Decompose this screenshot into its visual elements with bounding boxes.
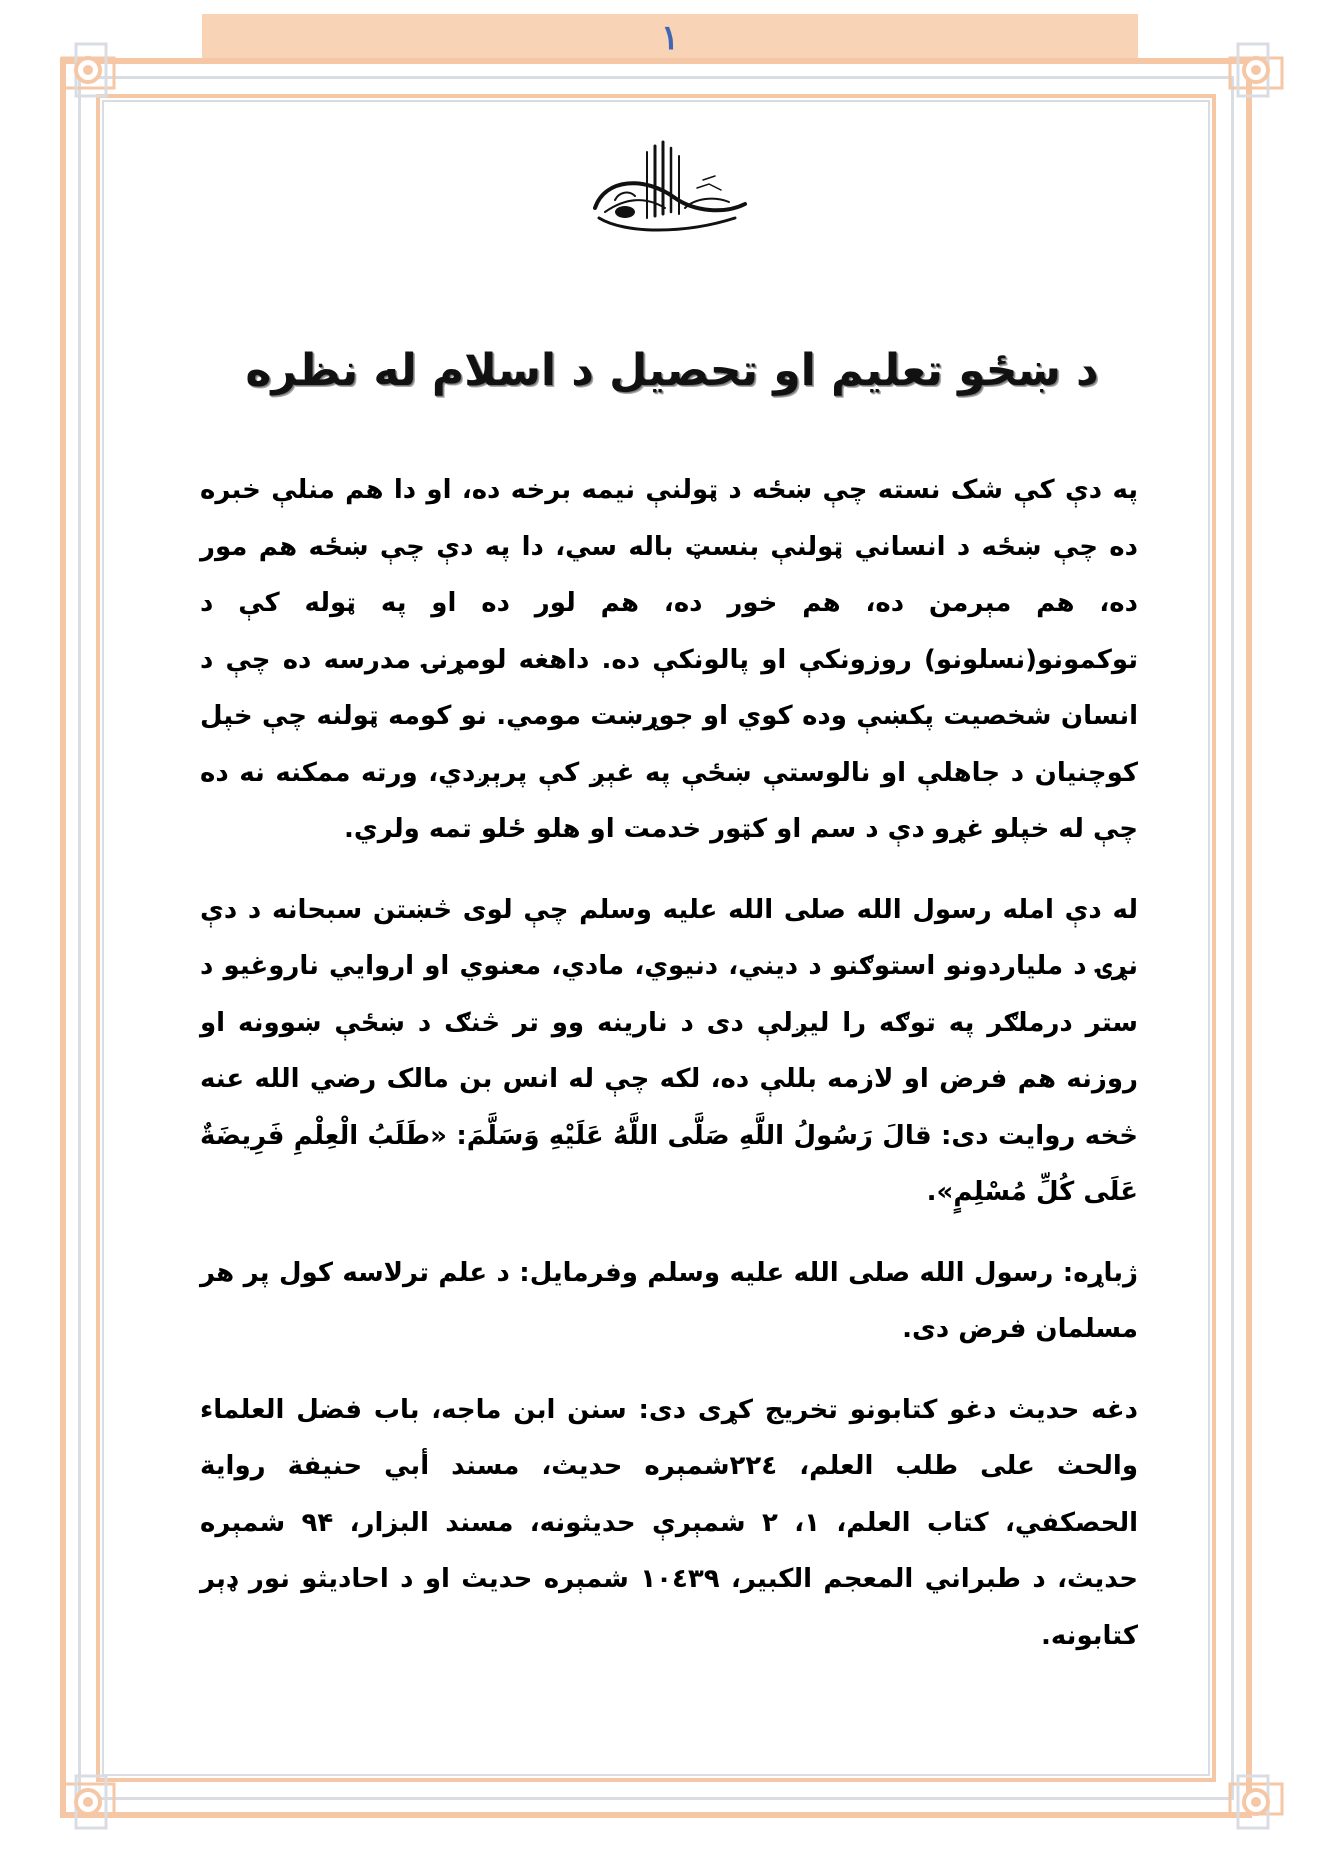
page-header-bar [202, 14, 1138, 64]
page-number: ۱ [660, 18, 680, 58]
paragraph: له دې امله رسول الله صلی الله علیه وسلم چې لوی څښتن سبحانه د دې نړۍ د ملیاردونو استوګنو د دیني، دنیوي، مادي، معنوي او اروایي ناروغیو د ستر درملګر په توګه را لیږلې دی د نارینه وو تر څنګ د ښځې ښوونه او روزنه هم فرض او لازمه بللې ده، لکه چې له انس بن مالک رضي الله عنه څخه روایت دی: قالَ رَسُولُ اللَّهِ صَلَّى اللَّهُ عَلَيْهِ وَسَلَّمَ: «طَلَبُ الْعِلْمِ فَرِيضَةٌ عَلَى كُلِّ مُسْلِمٍ». [200, 894, 1138, 1207]
frame-corner-ornament-icon [58, 1772, 118, 1832]
article-body [200, 462, 1138, 1688]
paragraph: ژباړه: رسول الله صلی الله علیه وسلم وفرمایل: د علم ترلاسه کول پر هر مسلمان فرض دی. [200, 1257, 1138, 1344]
page-title: د ښځو تعلیم او تحصیل د اسلام له نظره [245, 345, 1099, 396]
paragraph: دغه حدیث دغو کتابونو تخریج کړی دی: سنن ابن ماجه، باب فضل العلماء والحث على طلب العلم، ۲۲٤شمېره حدیث، مسند أبي حنيفة رواية الحصكفي، كتاب العلم، ۱، ۲ شمېرې حدیثونه، مسند البزار، ۹۴ شمېره حدیث، د طبراني المعجم الكبير، ۱۰٤۳۹ شمېره حدیث او د احادیثو نور ډېر کتابونه. [200, 1394, 1139, 1651]
paragraph: په دې کې شک نسته چې ښځه د ټولنې نیمه برخه ده، او دا هم منلې خبره ده چې ښځه د انساني ټولنې بنسټ باله سي، دا په دې چې ښځه هم مور ده، هم مېرمن ده، هم خور ده، هم لور ده او په ټوله کې د توکمونو(نسلونو) روزونکې او پالونکې ده. داهغه لومړنۍ مدرسه ده چې د انسان شخصیت پکښې وده کوي او جوړښت مومي. نو کومه ټولنه چې خپل کوچنیان د جاهلې او نالوستې ښځې په غېږ کې پرېږدي، ورته ممکنه نه ده چې له خپلو غړو دې د سم او کټور خدمت او هلو ځلو تمه ولري. [200, 475, 1138, 844]
frame-corner-ornament-icon [1226, 1772, 1286, 1832]
frame-corner-ornament-icon [1226, 40, 1286, 100]
frame-corner-ornament-icon [58, 40, 118, 100]
bismillah-calligraphy-icon [585, 138, 751, 238]
